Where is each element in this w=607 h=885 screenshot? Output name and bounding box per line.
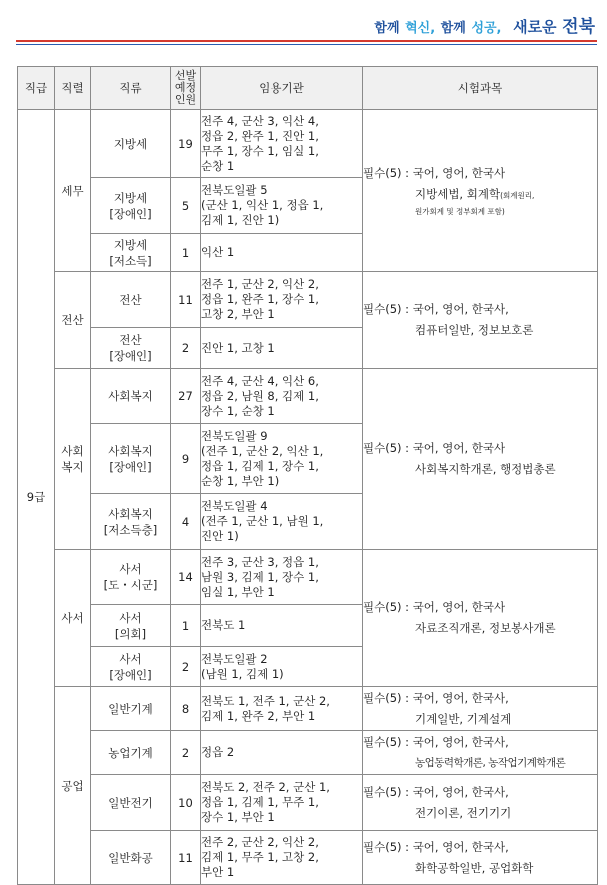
count-cell: 19 xyxy=(171,110,201,178)
count-cell: 11 xyxy=(171,272,201,328)
class-cell: 전산 [장애인] xyxy=(91,328,171,369)
header-agency: 임용기관 xyxy=(201,67,363,110)
header-count: 선발 예정 인원 xyxy=(171,67,201,110)
agency-cell: 전북도일괄 9 (전주 1, 군산 2, 익산 1, 정읍 1, 김제 1, 장수 1, 순창 1, 부안 1) xyxy=(201,424,363,494)
slogan xyxy=(374,12,595,37)
agency-cell: 익산 1 xyxy=(201,234,363,272)
subjects-cell: 필수(5) : 국어, 영어, 한국사, 기계일반, 기계설계 xyxy=(363,687,598,731)
header-subjects: 시험과목 xyxy=(363,67,598,110)
class-cell: 지방세 [저소득] xyxy=(91,234,171,272)
table-header-row xyxy=(18,67,598,110)
header-rule-blue xyxy=(16,44,597,45)
agency-cell: 정읍 2 xyxy=(201,731,363,775)
count-cell: 11 xyxy=(171,831,201,885)
count-cell: 1 xyxy=(171,234,201,272)
agency-cell: 전주 1, 군산 2, 익산 2, 정읍 1, 완주 1, 장수 1, 고창 2, 부안 1 xyxy=(201,272,363,328)
slogan-jeonbuk: 전북 xyxy=(562,17,595,37)
count-cell: 2 xyxy=(171,328,201,369)
series-library: 사서 xyxy=(55,550,91,687)
class-cell: 사회복지 [장애인] xyxy=(91,424,171,494)
subjects-cell: 필수(5) : 국어, 영어, 한국사, 전기이론, 전기기기 xyxy=(363,775,598,831)
subjects-tax: 필수(5) : 국어, 영어, 한국사 지방세법, 회계학(회계원리, 원가회계 및 정부회계 포함) xyxy=(363,110,598,272)
grade-cell: 9급 xyxy=(18,110,55,885)
agency-cell: 전북도일괄 5 (군산 1, 익산 1, 정읍 1, 김제 1, 진안 1) xyxy=(201,178,363,234)
subjects-library: 필수(5) : 국어, 영어, 한국사 자료조직개론, 정보봉사개론 xyxy=(363,550,598,687)
table-row xyxy=(18,831,598,885)
class-cell: 일반기계 xyxy=(91,687,171,731)
count-cell: 2 xyxy=(171,647,201,687)
table-row xyxy=(18,731,598,775)
count-cell: 2 xyxy=(171,731,201,775)
subjects-cell: 필수(5) : 국어, 영어, 한국사, 농업동력학개론, 농작업기계학개론 xyxy=(363,731,598,775)
class-cell: 사서 [도・시군] xyxy=(91,550,171,605)
class-cell: 일반전기 xyxy=(91,775,171,831)
slogan-together-1: 함께 xyxy=(374,21,400,36)
class-cell: 지방세 xyxy=(91,110,171,178)
agency-cell: 진안 1, 고창 1 xyxy=(201,328,363,369)
table-row xyxy=(18,272,598,328)
slogan-success: 성공, xyxy=(471,21,502,36)
table-row xyxy=(18,110,598,178)
series-tax: 세무 xyxy=(55,110,91,272)
class-cell: 사서 [장애인] xyxy=(91,647,171,687)
count-cell: 14 xyxy=(171,550,201,605)
class-cell: 지방세 [장애인] xyxy=(91,178,171,234)
table-row xyxy=(18,775,598,831)
table-row xyxy=(18,550,598,605)
count-cell: 9 xyxy=(171,424,201,494)
count-cell: 4 xyxy=(171,494,201,550)
agency-cell: 전북도 1 xyxy=(201,605,363,647)
subjects-welfare: 필수(5) : 국어, 영어, 한국사 사회복지학개론, 행정법총론 xyxy=(363,369,598,550)
agency-cell: 전주 3, 군산 3, 정읍 1, 남원 3, 김제 1, 장수 1, 임실 1, 부안 1 xyxy=(201,550,363,605)
header-series: 직렬 xyxy=(55,67,91,110)
slogan-innovation: 혁신, xyxy=(405,21,436,36)
count-cell: 8 xyxy=(171,687,201,731)
agency-cell: 전주 2, 군산 2, 익산 2, 김제 1, 무주 1, 고창 2, 부안 1 xyxy=(201,831,363,885)
class-cell: 사회복지 xyxy=(91,369,171,424)
slogan-new: 새로운 xyxy=(513,18,557,36)
table-row xyxy=(18,687,598,731)
recruitment-table xyxy=(17,66,598,885)
count-cell: 1 xyxy=(171,605,201,647)
count-cell: 5 xyxy=(171,178,201,234)
subjects-it: 필수(5) : 국어, 영어, 한국사, 컴퓨터일반, 정보보호론 xyxy=(363,272,598,369)
header-grade: 직급 xyxy=(18,67,55,110)
class-cell: 사서 [의회] xyxy=(91,605,171,647)
class-cell: 사회복지 [저소득층] xyxy=(91,494,171,550)
class-cell: 전산 xyxy=(91,272,171,328)
agency-cell: 전북도일괄 4 (전주 1, 군산 1, 남원 1, 진안 1) xyxy=(201,494,363,550)
series-it: 전산 xyxy=(55,272,91,369)
slogan-together-2: 함께 xyxy=(440,21,466,36)
agency-cell: 전북도 2, 전주 2, 군산 1, 정읍 1, 김제 1, 무주 1, 장수 1, 부안 1 xyxy=(201,775,363,831)
class-cell: 일반화공 xyxy=(91,831,171,885)
header-rule-red xyxy=(16,40,597,42)
header-class: 직류 xyxy=(91,67,171,110)
agency-cell: 전주 4, 군산 4, 익산 6, 정읍 2, 남원 8, 김제 1, 장수 1, 순창 1 xyxy=(201,369,363,424)
class-cell: 농업기계 xyxy=(91,731,171,775)
series-welfare: 사회 복지 xyxy=(55,369,91,550)
series-industry: 공업 xyxy=(55,687,91,885)
agency-cell: 전북도 1, 전주 1, 군산 2, 김제 1, 완주 2, 부안 1 xyxy=(201,687,363,731)
table-row xyxy=(18,369,598,424)
agency-cell: 전북도일괄 2 (남원 1, 김제 1) xyxy=(201,647,363,687)
count-cell: 10 xyxy=(171,775,201,831)
agency-cell: 전주 4, 군산 3, 익산 4, 정읍 2, 완주 1, 진안 1, 무주 1, 장수 1, 임실 1, 순창 1 xyxy=(201,110,363,178)
subjects-cell: 필수(5) : 국어, 영어, 한국사, 화학공학일반, 공업화학 xyxy=(363,831,598,885)
count-cell: 27 xyxy=(171,369,201,424)
